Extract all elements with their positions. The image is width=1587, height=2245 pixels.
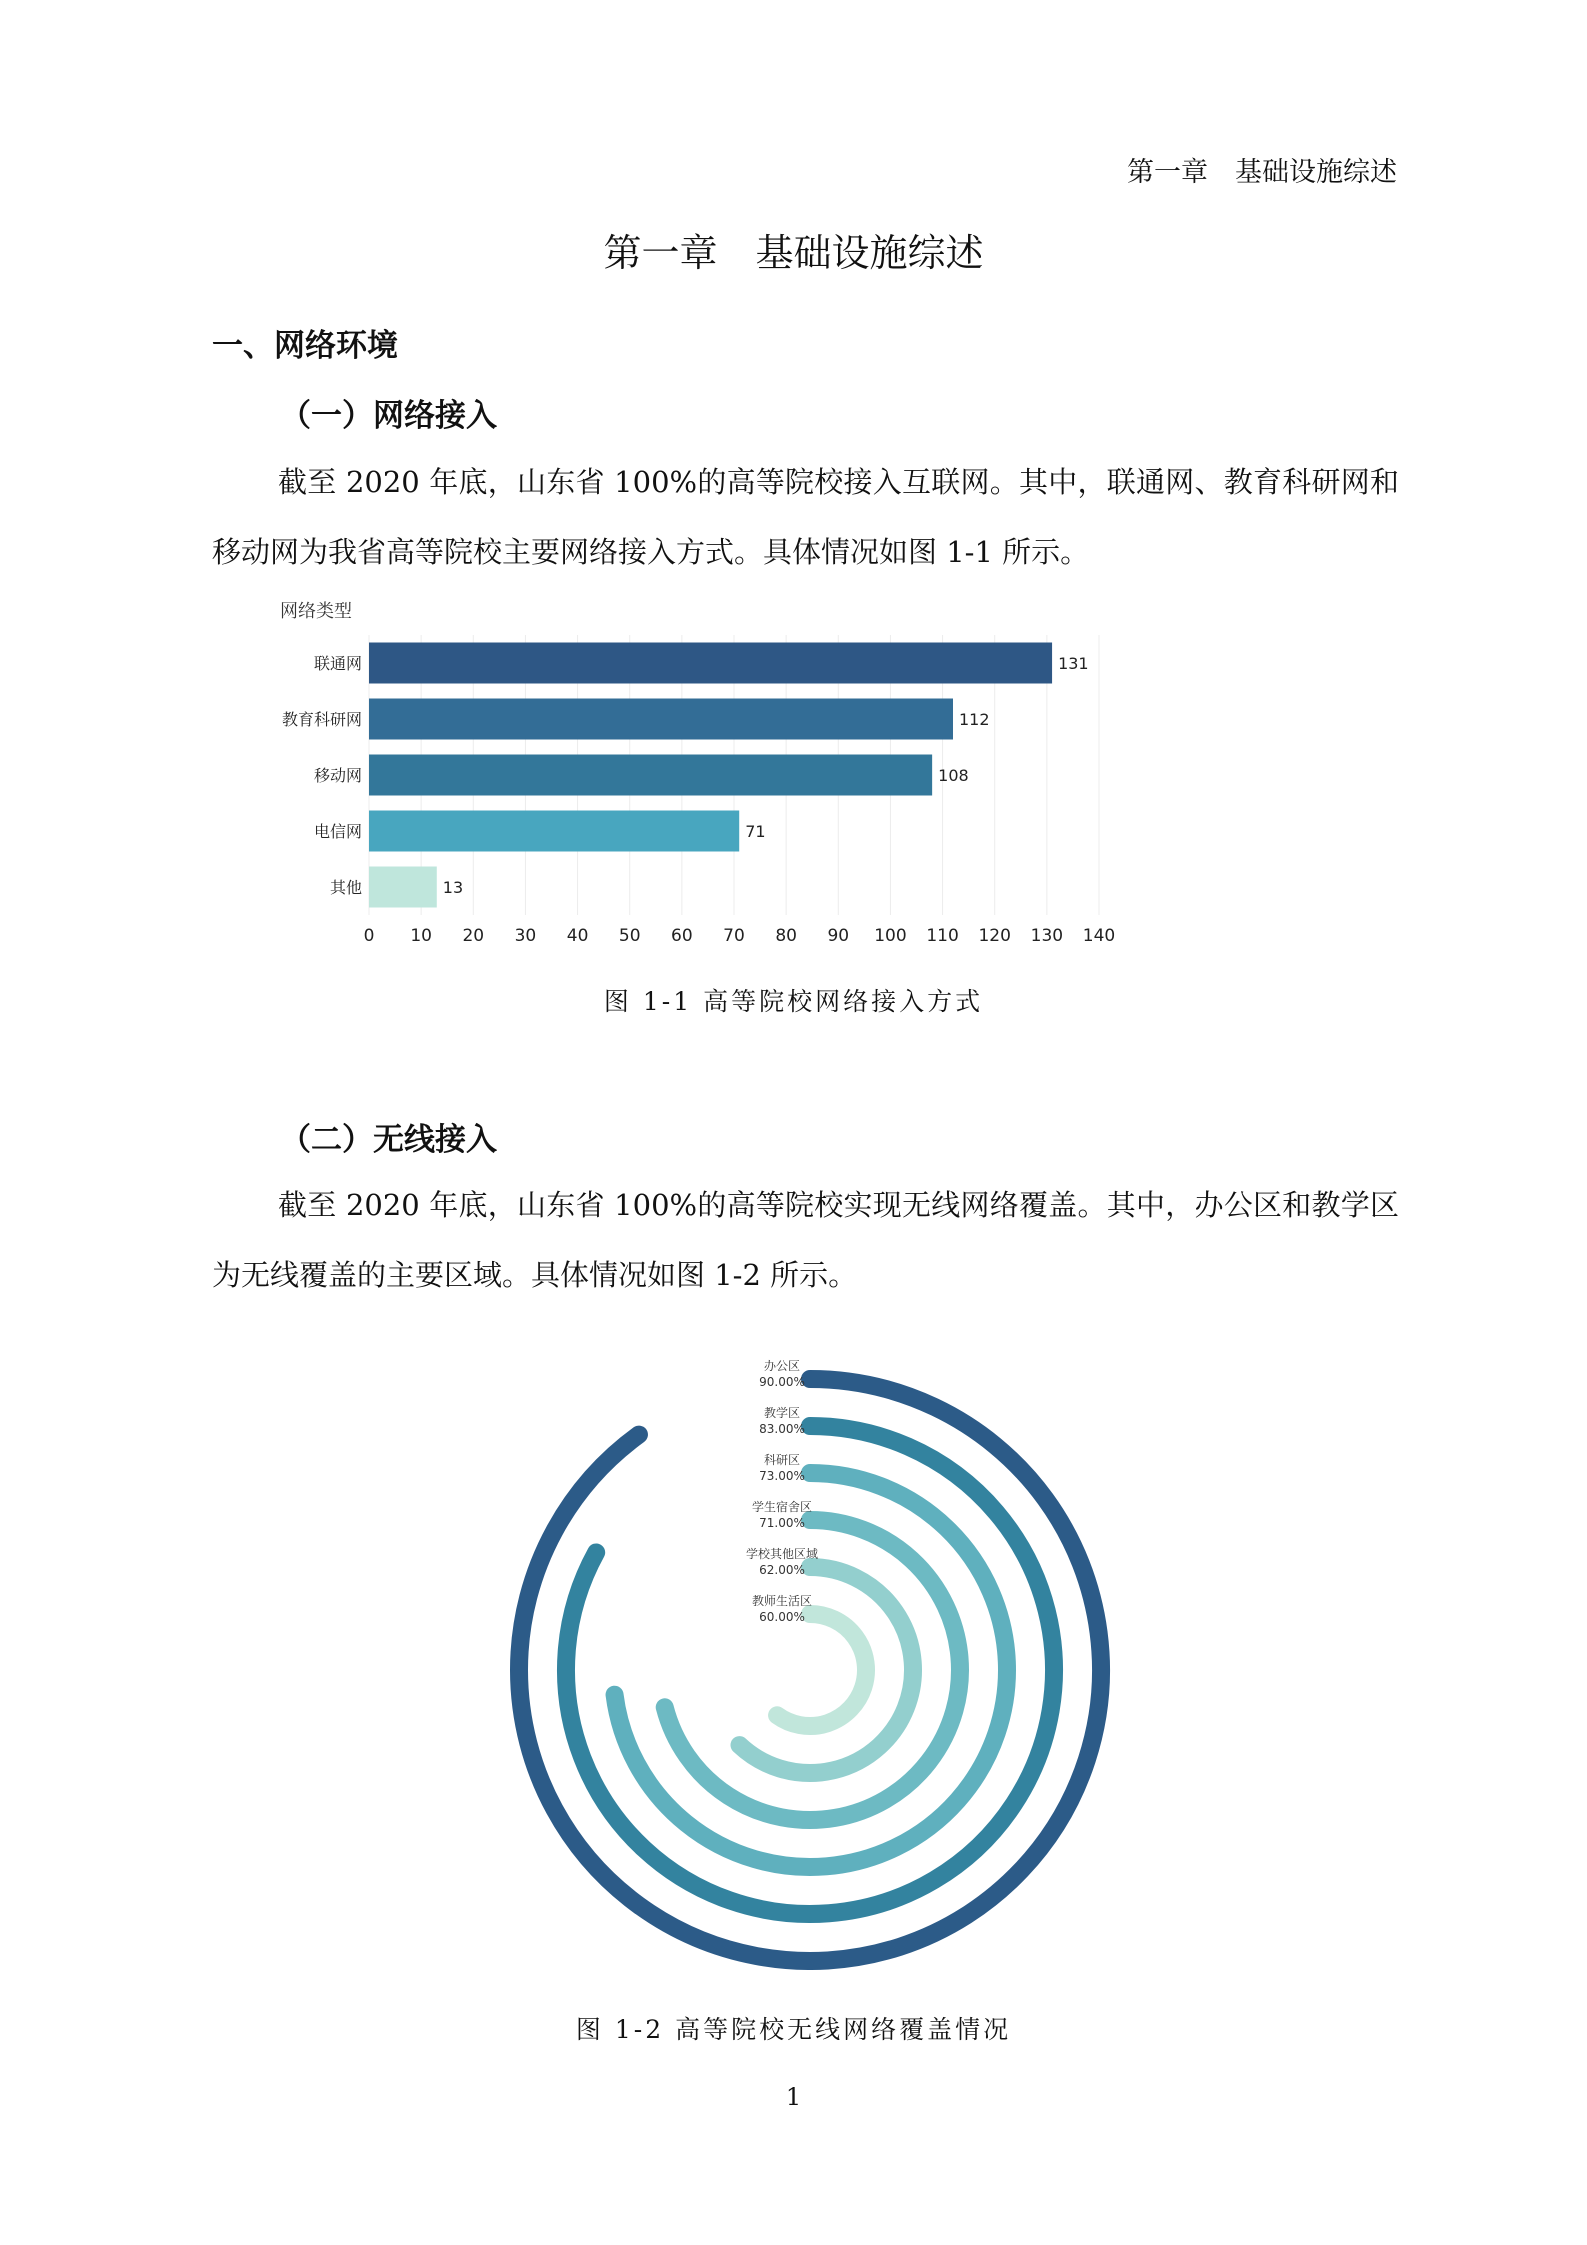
radial-value-label: 62.00% [759,1563,805,1577]
radial-value-label: 83.00% [759,1422,805,1436]
radial-category-label: 办公区 [763,1359,801,1373]
bar [369,811,739,852]
subsection-heading-wireless: （二）无线接入 [280,1122,497,1158]
radial-bars [519,1379,1101,1961]
running-head: 第一章 基础设施综述 [1127,157,1397,188]
subsection-heading-network-access: （一）网络接入 [280,398,497,434]
bar [369,867,437,908]
x-tick-label: 0 [363,926,375,946]
radial-category-label: 学生宿舍区 [751,1500,813,1514]
bar-value-label: 108 [938,766,969,785]
paragraph-wireless: 截至 2020 年底，山东省 100%的高等院校实现无线网络覆盖。其中，办公区和教学区为无线覆盖的主要区域。具体情况如图 1-2 所示。 [212,1188,1399,1292]
radial-category-label: 教师生活区 [751,1594,813,1608]
chart-y-axis-label: 网络类型 [280,601,352,622]
x-tick-label: 40 [566,926,589,946]
x-tick-label: 10 [410,926,432,946]
bar [369,643,1052,684]
chapter-title: 第一章 基础设施综述 [603,231,984,275]
x-tick-label: 90 [827,926,850,946]
wireless-coverage-radial-chart [500,1330,1120,1970]
x-tick-label: 50 [618,926,641,946]
x-tick-label: 70 [723,926,745,946]
figure-caption-1-2: 图 1-2 高等院校无线网络覆盖情况 [575,2015,1012,2044]
bar-value-label: 112 [959,710,990,729]
category-label: 其他 [329,878,362,897]
radial-category-label: 教学区 [763,1406,801,1420]
radial-value-label: 90.00% [759,1375,805,1389]
bar-value-label: 71 [745,822,766,841]
bar-value-label: 131 [1058,654,1089,673]
chart-x-tick-labels [364,926,1116,946]
x-tick-label: 110 [926,926,959,946]
x-tick-label: 80 [775,926,797,946]
section-heading-network: 一、网络环境 [212,328,398,364]
radial-labels [746,1358,818,1624]
radial-value-label: 71.00% [759,1516,805,1530]
radial-bar [615,1473,1007,1867]
x-tick-label: 60 [671,926,693,946]
category-label: 联通网 [313,654,362,673]
x-tick-label: 130 [1030,926,1064,946]
radial-value-label: 73.00% [759,1469,805,1483]
page-number: 1 [785,2083,802,2111]
network-access-bar-chart [270,595,1430,950]
radial-category-label: 学校其他区域 [745,1547,819,1561]
chart-category-labels [282,654,362,897]
x-tick-label: 100 [874,926,907,946]
bar [369,755,932,796]
x-tick-label: 30 [514,926,537,946]
category-label: 电信网 [313,822,362,841]
radial-value-label: 60.00% [759,1610,805,1624]
x-tick-label: 120 [978,926,1011,946]
radial-category-label: 科研区 [763,1453,801,1467]
x-tick-label: 20 [462,926,485,946]
x-tick-label: 140 [1082,926,1116,946]
radial-bar [777,1614,866,1726]
bar-value-label: 13 [442,878,464,897]
figure-caption-1-1: 图 1-1 高等院校网络接入方式 [603,987,984,1016]
bar [369,699,953,740]
category-label: 教育科研网 [281,710,362,729]
category-label: 移动网 [313,766,362,785]
paragraph-network-access: 截至 2020 年底，山东省 100%的高等院校接入互联网。其中，联通网、教育科研网和移动网为我省高等院校主要网络接入方式。具体情况如图 1-1 所示。 [212,465,1399,569]
